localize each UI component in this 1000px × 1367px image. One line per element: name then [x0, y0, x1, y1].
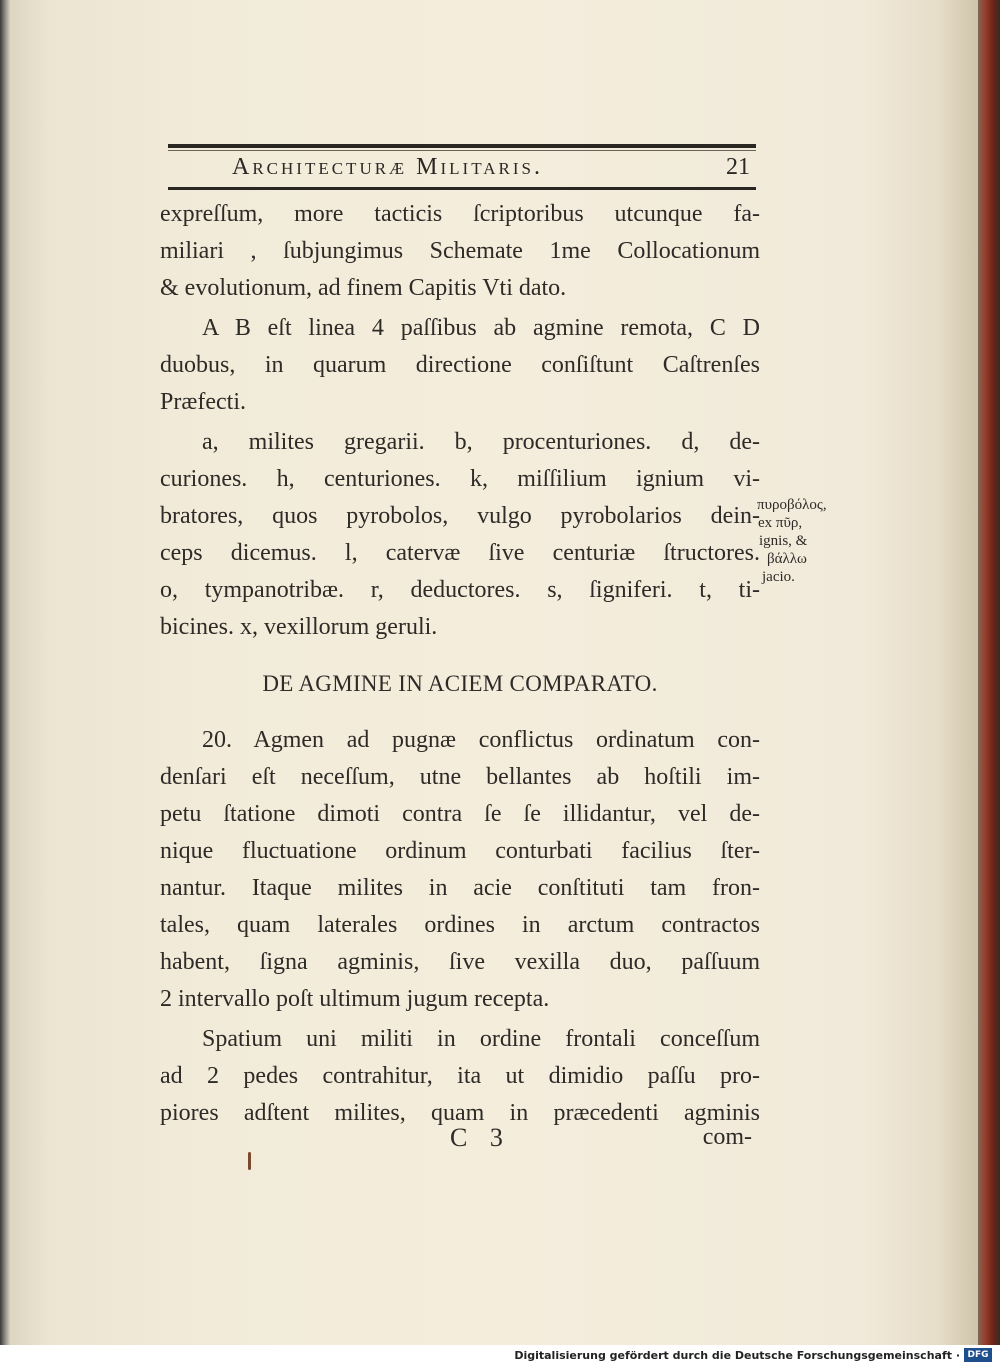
- catchword: com-: [702, 1124, 752, 1150]
- book-spine-edge: [0, 0, 10, 1367]
- text-line: Spatium uni militi in ordine frontali conceſſum: [202, 1026, 760, 1052]
- section-heading: DE AGMINE IN ACIEM COMPARATO.: [262, 671, 658, 696]
- marginal-note: [757, 496, 847, 586]
- header-rule-bottom: [168, 187, 756, 190]
- marginal-note-line: jacio.: [762, 569, 795, 585]
- page-number: 21: [726, 154, 750, 180]
- marginal-note-line: ex πῦρ,: [758, 515, 803, 531]
- header-rule-top-thin: [168, 150, 756, 151]
- text-line: Præfecti.: [160, 389, 246, 415]
- text-line: duobus, in quarum directione conſiſtunt Caſtrenſes: [160, 352, 760, 378]
- running-head-title: Architecturæ Militaris.: [232, 154, 543, 180]
- text-line: ad 2 pedes contrahitur, ita ut dimidio paſſu pro-: [160, 1063, 760, 1089]
- dfg-logo: DFG: [964, 1348, 992, 1362]
- header-rule-top: [168, 144, 756, 148]
- text-line: 2 intervallo poſt ultimum jugum recepta.: [160, 986, 550, 1012]
- marginal-note-line: πυροβόλος,: [757, 497, 827, 513]
- text-line: & evolutionum, ad finem Capitis Vti dato.: [160, 275, 567, 301]
- signature-mark: C 3: [450, 1123, 511, 1152]
- text-line: curiones. h, centuriones. k, miſſilium ignium vi-: [160, 466, 760, 492]
- marginal-note-line: ignis, &: [759, 533, 808, 549]
- text-line: nantur. Itaque milites in acie conſtituti tam fron-: [160, 875, 760, 901]
- text-line: ceps dicemus. l, catervæ ſive centuriæ ſtructores.: [160, 540, 760, 566]
- text-line: bratores, quos pyrobolos, vulgo pyrobolarios dein-: [160, 503, 760, 529]
- book-cover-edge: [978, 0, 1000, 1345]
- text-line: miliari , ſubjungimus Schemate 1me Collocationum: [160, 238, 760, 264]
- text-line: habent, ſigna agminis, ſive vexilla duo, paſſuum: [160, 949, 760, 975]
- text-line: denſari eſt neceſſum, utne bellantes ab hoſtili im-: [160, 764, 760, 790]
- text-line: 20. Agmen ad pugnæ conflictus ordinatum con-: [202, 727, 760, 753]
- marginal-note-line: βάλλω: [767, 551, 807, 567]
- text-line: o, tympanotribæ. r, deductores. s, ſigniferi. t, ti-: [160, 577, 760, 603]
- digitization-credit: Digitalisierung gefördert durch die Deutsche Forschungsgemeinschaft ·: [514, 1349, 960, 1362]
- text-line: tales, quam laterales ordines in arctum contractos: [160, 912, 760, 938]
- text-line: expreſſum, more tacticis ſcriptoribus utcunque fa-: [160, 201, 760, 227]
- running-header: [168, 152, 756, 186]
- main-text: [160, 196, 760, 1132]
- text-line: bicines. x, vexillorum geruli.: [160, 614, 438, 640]
- text-line: a, milites gregarii. b, procenturiones. d, de-: [202, 429, 760, 455]
- text-line: nique fluctuatione ordinum conturbati facilius ſter-: [160, 838, 760, 864]
- text-line: A B eſt linea 4 paſſibus ab agmine remota, C D: [202, 315, 760, 341]
- ink-blemish: [248, 1152, 251, 1170]
- text-line: petu ſtatione dimoti contra ſe ſe illidantur, vel de-: [160, 801, 760, 827]
- text-line: piores adſtent milites, quam in præcedenti agminis: [160, 1100, 760, 1126]
